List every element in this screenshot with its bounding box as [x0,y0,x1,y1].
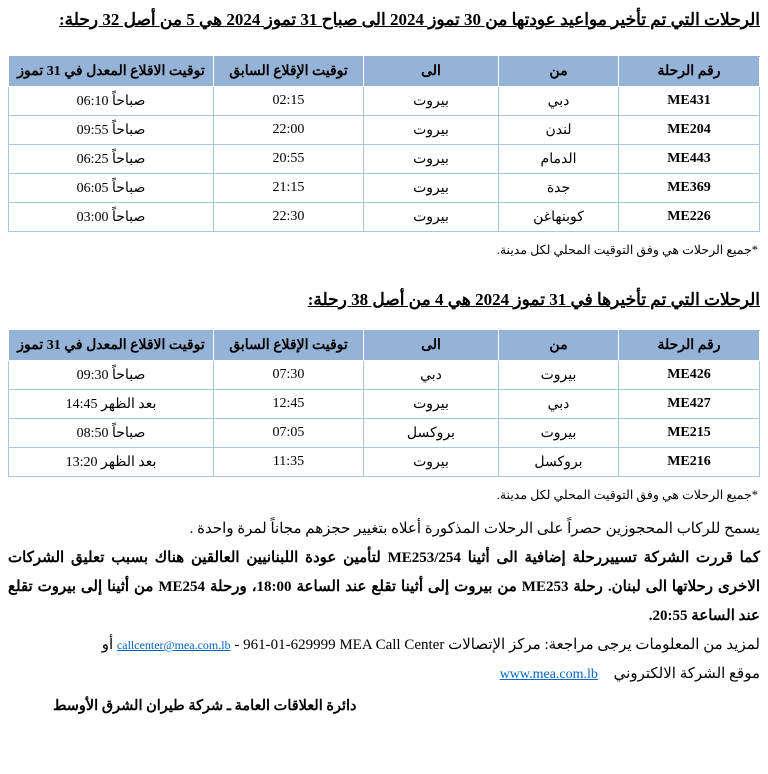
previous-time-cell: 20:55 [214,145,364,174]
column-header: الى [364,57,499,87]
column-header: توقيت الإقلاع السابق [214,57,364,87]
previous-time-cell: 22:30 [214,203,364,232]
flight-number-cell: ME431 [619,87,760,116]
previous-time-cell: 02:15 [214,87,364,116]
modified-time-cell: 06:10 صباحاً [9,87,214,116]
modified-time-cell: 06:25 صباحاً [9,145,214,174]
modified-time-cell: 08:50 صباحاً [9,419,214,448]
or-word: أو [101,637,117,653]
modified-time-cell: 13:20 بعد الظهر [9,448,214,477]
from-cell: كوبنهاغن [499,203,619,232]
contact-info [8,631,760,689]
local-time-footnote: *جميع الرحلات هي وفق التوقيت المحلي لكل مدينة. [496,243,758,257]
table-row [9,116,760,145]
table-row [9,174,760,203]
previous-time-cell: 07:05 [214,419,364,448]
from-cell: دبي [499,87,619,116]
table-row [9,448,760,477]
previous-time-cell: 21:15 [214,174,364,203]
flight-number-cell: ME204 [619,116,760,145]
flight-number-cell: ME216 [619,448,760,477]
flight-number-cell: ME443 [619,145,760,174]
to-cell: بيروت [364,174,499,203]
previous-time-cell: 22:00 [214,116,364,145]
flight-number-cell: ME427 [619,390,760,419]
from-cell: بروكسل [499,448,619,477]
modified-time-cell: 03:00 صباحاً [9,203,214,232]
from-cell: دبي [499,390,619,419]
from-cell: بيروت [499,419,619,448]
table-header-row [9,331,760,361]
to-cell: بيروت [364,116,499,145]
from-cell: بيروت [499,361,619,390]
previous-time-cell: 11:35 [214,448,364,477]
delayed-flights-table [8,330,760,477]
modified-time-cell: 09:30 صباحاً [9,361,214,390]
column-header: رقم الرحلة [619,331,760,361]
column-header: الى [364,331,499,361]
flight-number-cell: ME215 [619,419,760,448]
separator-dash: - [230,637,244,653]
table-row [9,361,760,390]
modified-time-cell: 14:45 بعد الظهر [9,390,214,419]
from-cell: جدة [499,174,619,203]
to-cell: بيروت [364,145,499,174]
previous-time-cell: 12:45 [214,390,364,419]
modified-time-cell: 06:05 صباحاً [9,174,214,203]
previous-time-cell: 07:30 [214,361,364,390]
to-cell: بيروت [364,203,499,232]
to-cell: بيروت [364,87,499,116]
free-change-note: يسمح للركاب المحجوزين حصراً على الرحلات المذكورة أعلاه بتغيير حجزهم مجاناً لمرة واحدة . [189,521,760,537]
to-cell: دبي [364,361,499,390]
table-row [9,203,760,232]
column-header: رقم الرحلة [619,57,760,87]
flight-number-cell: ME369 [619,174,760,203]
column-header: من [499,57,619,87]
column-header: توقيت الإقلاع السابق [214,331,364,361]
to-cell: بروكسل [364,419,499,448]
table-row [9,390,760,419]
athens-extra-flight-note: كما قررت الشركة تسييررحلة إضافية الى أثينا ME253/254 لتأمين عودة اللبنانيين العالقين هناك بسبب تعليق الشركات الاخرى رحلاتها الى لبنان. رحلة ME253 من بيروت إلى أثينا تقلع عند الساعة 18:00، ورحلة ME254 من أثينا إلى بيروت تقلع عند الساعة 20:55. [8,550,760,624]
website-link[interactable]: www.mea.com.lb [499,667,598,682]
from-cell: لندن [499,116,619,145]
section-title-delayed-flights: الرحلات التي تم تأخيرها في 31 تموز 2024 هي 4 من أصل 38 رحلة: [307,290,760,309]
signature-public-relations: دائرة العلاقات العامة ـ شركة طيران الشرق الأوسط [53,698,357,714]
column-header: توقيت الاقلاع المعدل في 31 تموز [9,57,214,87]
website-label: موقع الشركة الالكتروني [609,666,760,682]
flight-number-cell: ME226 [619,203,760,232]
to-cell: بيروت [364,448,499,477]
column-header: توقيت الاقلاع المعدل في 31 تموز [9,331,214,361]
modified-time-cell: 09:55 صباحاً [9,116,214,145]
table-row [9,87,760,116]
flight-number-cell: ME426 [619,361,760,390]
contact-intro-text: لمزيد من المعلومات يرجى مراجعة: مركز الإتصالات [444,637,760,653]
returning-flights-table [8,56,760,232]
email-link[interactable]: callcenter@mea.com.lb [116,638,231,652]
to-cell: بيروت [364,390,499,419]
table-header-row [9,57,760,87]
call-center-phone: 961-01-629999 MEA Call Center [243,637,445,653]
local-time-footnote: *جميع الرحلات هي وفق التوقيت المحلي لكل مدينة. [496,488,758,502]
column-header: من [499,331,619,361]
table-row [9,419,760,448]
section-title-returning-flights: الرحلات التي تم تأخير مواعيد عودتها من 30 تموز 2024 الى صباح 31 تموز 2024 هي 5 من أصل 32 رحلة: [59,10,760,29]
table-row [9,145,760,174]
from-cell: الدمام [499,145,619,174]
